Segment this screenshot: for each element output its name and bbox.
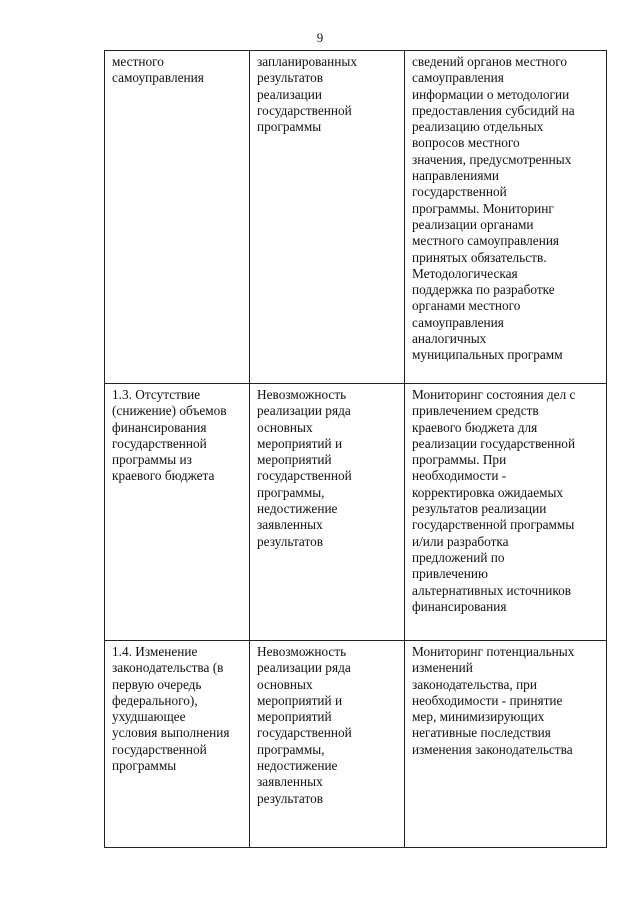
consequence-cell: Невозможность реализации ряда основных мероприятий и мероприятий государственной программы, недостижение заявленных результатов (250, 384, 405, 641)
measures-cell: Мониторинг состояния дел с привлечением средств краевого бюджета для реализации государственной программы. При необходимости - корректировка ожидаемых результатов реализации государственной программы и/или разработка предложений по привлечению альтернативных источников финансирования (405, 384, 607, 641)
consequence-cell: Невозможность реализации ряда основных мероприятий и мероприятий государственной программы, недостижение заявленных результатов (250, 641, 405, 848)
risk-cell: местного самоуправления (105, 51, 250, 384)
table-row (105, 384, 607, 641)
consequence-cell: запланированных результатов реализации государственной программы (250, 51, 405, 384)
risk-cell: 1.4. Изменение законодательства (в первую очередь федерального), ухудшающее условия выполнения государственной программы (105, 641, 250, 848)
table-row (105, 51, 607, 384)
measures-cell: сведений органов местного самоуправления информации о методологии предоставления субсидий на реализацию отдельных вопросов местного значения, предусмотренных направлениями государственной программы. Мониторинг реализации органами местного самоуправления принятых обязательств. Методологическая поддержка по разработке органами местного самоуправления аналогичных муниципальных программ (405, 51, 607, 384)
table-row (105, 641, 607, 848)
page-number: 9 (316, 30, 324, 45)
risk-cell: 1.3. Отсутствие (снижение) объемов финансирования государственной программы из краевого бюджета (105, 384, 250, 641)
risk-table (104, 50, 607, 848)
measures-cell: Мониторинг потенциальных изменений законодательства, при необходимости - принятие мер, минимизирующих негативные последствия изменения законодательства (405, 641, 607, 848)
